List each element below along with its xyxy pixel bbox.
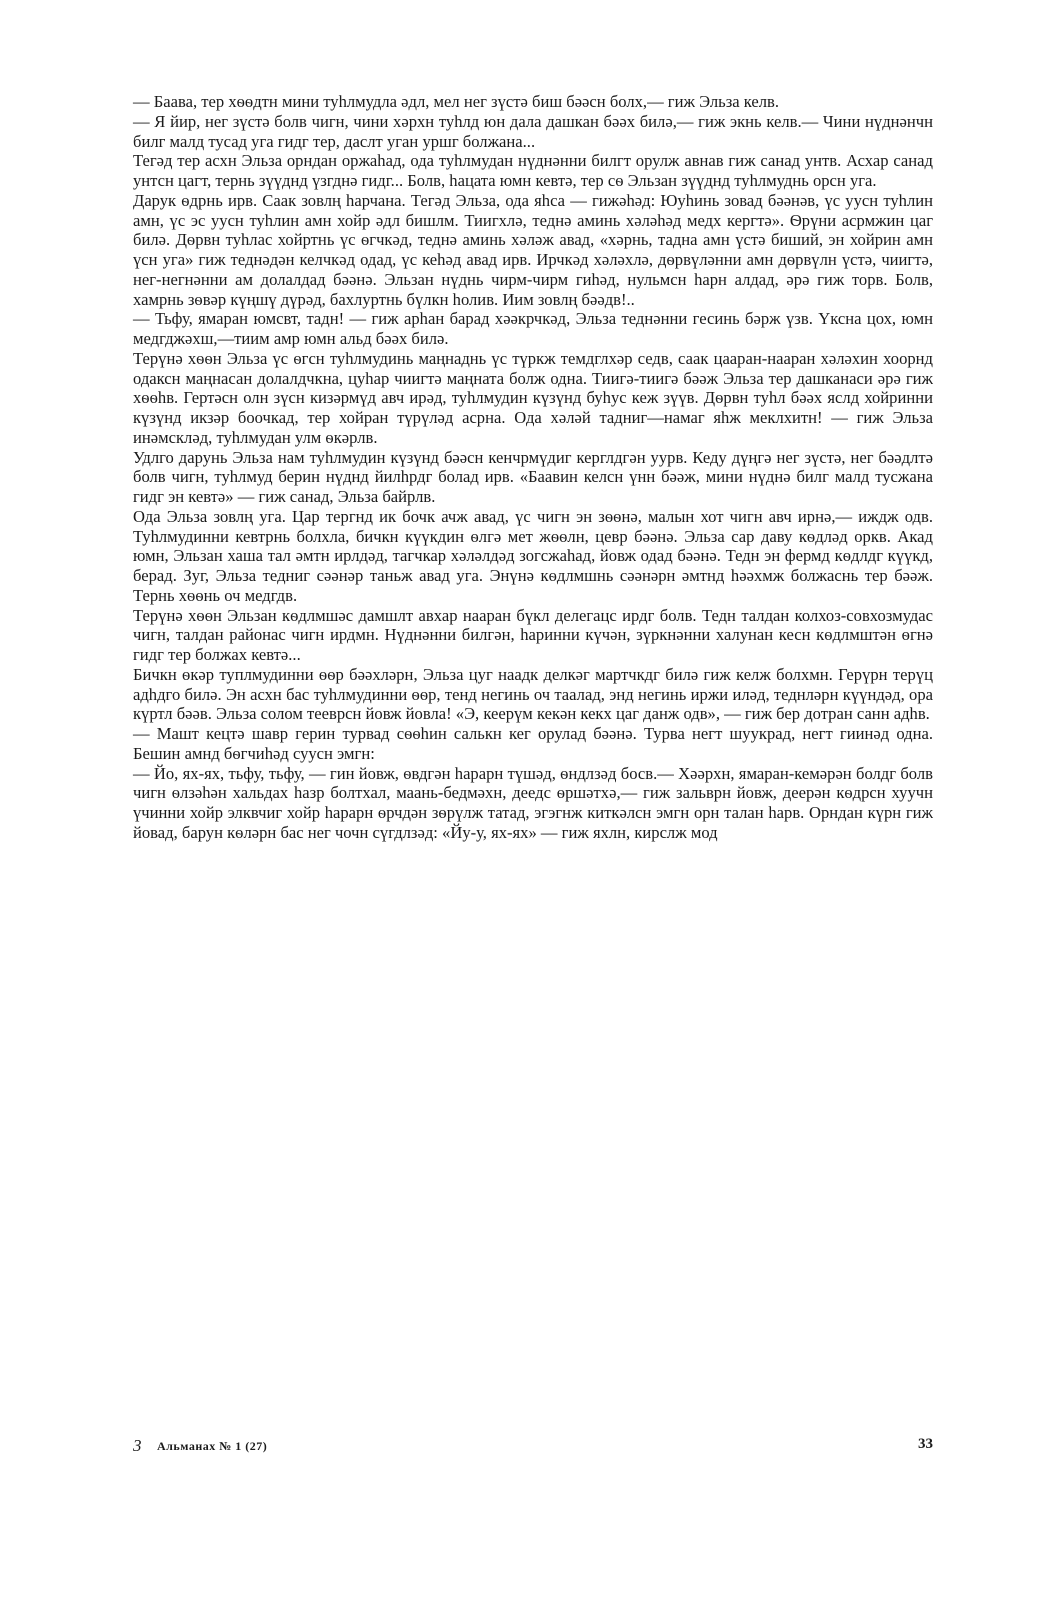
paragraph-1: — Баава, тер хѳѳдтн мини туһлмудла әдл, мел нег зүстә биш бәәсн болх,— гиж Эльза келв. — [133, 92, 780, 111]
paragraph-2: — Я йир, нег зүстә болв чигн, чини хәрхн туһлд юн дала дашкан бәәх билә,— гиж экнь келв.— Чини нүднәнчн билг малд тусад уга гидг тер, даслт уган уршг болжана... — [133, 111, 933, 151]
body-text — [133, 92, 933, 843]
page-footer — [133, 1436, 933, 1458]
paragraph-3: Тегәд тер асхн Эльза орндан оржаһад, ода туһлмудан нүднәнни билгт орулж авнав гиж санад унтв. Асхар санад унтсн цагт, тернь зүүднд үзгднә гидг... Болв, һацата юмн кевтә, тер сѳ Эльзан зүүднд туһлмуднь орсн уга. — [133, 151, 933, 190]
paragraph-11: — Машт кецтә шавр герин турвад сѳѳһин салькн кег орулад бәәнә. Турва негт шуукрад, негт гиинәд одна. Бешин амнд бѳгчиһәд суусн эмгн: — [133, 724, 933, 763]
paragraph-8: Ода Эльза зовлң уга. Цар тергнд ик бочк ачж авад, үс чигн эн зѳѳнә, малын хот чигн авч ирнә,— иждж одв. Туһлмудинни кевтрнь болхла, бичкн күүкдин ѳлгә мет жѳѳлн, цевр бәәнә. Эльза сар даву кѳдләд оркв. Акад юмн, Эльзан хаша тал әмтн ирлдәд, тагчкар хәләлдәд зогсжаһад, йовж одад бәәнә. Тедн эн фермд кѳдлдг күүкд, берад. Зуг, Эльза тедниг сәәнәр таньж авад уга. Энүнә кѳдлмшнь сәәнәрн әмтнд һәәхмж болжаснь тер бәәж. Тернь хѳѳнь оч медгдв. — [133, 506, 933, 605]
paragraph-9: Терүнә хѳѳн Эльзан кѳдлмшәс дамшлт авхар нааран бүкл делегацс ирдг болв. Тедн талдан колхоз-совхозмудас чигн, талдан районас чигн ирдмн. Нүднәнни билгән, һаринни күчән, зүркнәнни халунан кесн кѳдлмштән ѳгнә гидг тер болжах кевтә... — [133, 605, 933, 664]
paragraph-12: — Йо, ях-ях, тьфу, тьфу, — гин йовж, ѳвдгән һарарн түшәд, ѳндлзәд босв.— Хәәрхн, ямаран-кемәрән болдг болв чигн ѳлзәһән хальдах һазр болтхал, маань-бедмәхн, деедс ѳршәтхә,— гиж зальврн йовж, деерән кѳдрсн хуучн үчинни хойр элквчиг хойр һарарн ѳрчдән зѳрүлж татад, эгэгнж киткәлсн эмгн орн талан һарв. Орндан күрн гиж йовад, барун кѳләрн бас нег чочн сүгдлзәд: «Йу-у, ях-ях» — гиж яхлн, кирслж мод — [133, 763, 933, 842]
paragraph-4: Дарук ѳдрнь ирв. Саак зовлң һарчана. Тегәд Эльза, ода яһса — гижәһәд: Юуһинь зовад бәәнәв, үс уусн туһлин амн, үс эс уусн туһлин амн хойр әдл бишлм. Тиигхлә, теднә аминь хәләһәд медх кергтә». Ѳрүни асрмжин цаг билә. Дѳрвн туһлас хойртнь үс ѳгчкәд, теднә аминь хәләж авад, «хәрнь, тадна амн үстә биший, эн хойрин амн үсн уга» гиж теднәдән келчкәд одад, үс кеһәд авад ирв. Ирчкәд хәләхлә, дѳрвүләнни амн дѳрвүлн үстә, чиигтә, нег-негнәнни ам долалдад бәәнә. Эльзан нүднь чирм-чирм гиһәд, нульмсн һарн алдад, әрә гиж торв. Болв, хамрнь зѳвәр күңшү дүрәд, бахлуртнь бүлкн һолив. Иим зовлң бәәдв!.. — [133, 190, 933, 309]
paragraph-6: Терүнә хѳѳн Эльза үс ѳгсн туһлмудинь маңнаднь үс түркж темдглхәр седв, саак цааран-нааран хәләхин хоорнд одаксн маңнасан долалдчкна, цуһар чиигтә маңната болж одна. Тиигә-тиигә бәәж Эльза тер дашканаси әрә гиж хѳѳһв. Гертәсн олн зүсн кизәрмүд авч ирәд, туһлмудин күзүнд буһус кеж зүүв. Дѳрвн туһл бәәх яслд хойринни күзүнд икзәр боочкад, тер хойран түрүләд асрна. Ода хәләй тадниг—намаг яһж меклхитн! — гиж Эльза инәмскләд, туһлмудан улм ѳкәрлв. — [133, 348, 933, 447]
signature-number: 3 — [133, 1436, 142, 1455]
paragraph-5: — Тьфу, ямаран юмсвт, тадн! — гиж арһан барад хәәкрчкәд, Эльза теднәнни гесинь бәрж үзв. Үксна цох, юмн медгджәхш,—тиим амр юмн альд бәәх билә. — [133, 309, 933, 348]
paragraph-7: Удлго дарунь Эльза нам туһлмудин күзүнд бәәсн кенчрмүдиг керглдгән уурв. Кеду дүңгә нег зүстә, нег бәәдлтә болв чигн, туһлмуд берин нүднд йилһрдг болад ирв. «Баавин келсн үнн бәәж, мини нүднә билг малд тусжана гидг эн кевтә» — гиж санад, Эльза байрлв. — [133, 447, 933, 506]
page-number: 33 — [918, 1436, 933, 1452]
paragraph-10: Бичкн ѳкәр туплмудинни ѳѳр бәәхләрн, Эльза цуг наадк делкәг мартчкдг билә гиж келж болхмн. Герүрн терүц адһдго билә. Эн асхн бас туһлмудинни ѳѳр, тенд негинь оч таалад, энд негинь иржи иләд, теднләрн күүндәд, ора күртл бәәв. Эльза солом тееврсн йовж йовла! «Э, кеерүм кекән кекх цаг данж одв», — гиж бер дотран санн адһв. — [133, 664, 933, 724]
signature-title: Альманах № 1 (27) — [157, 1439, 268, 1453]
